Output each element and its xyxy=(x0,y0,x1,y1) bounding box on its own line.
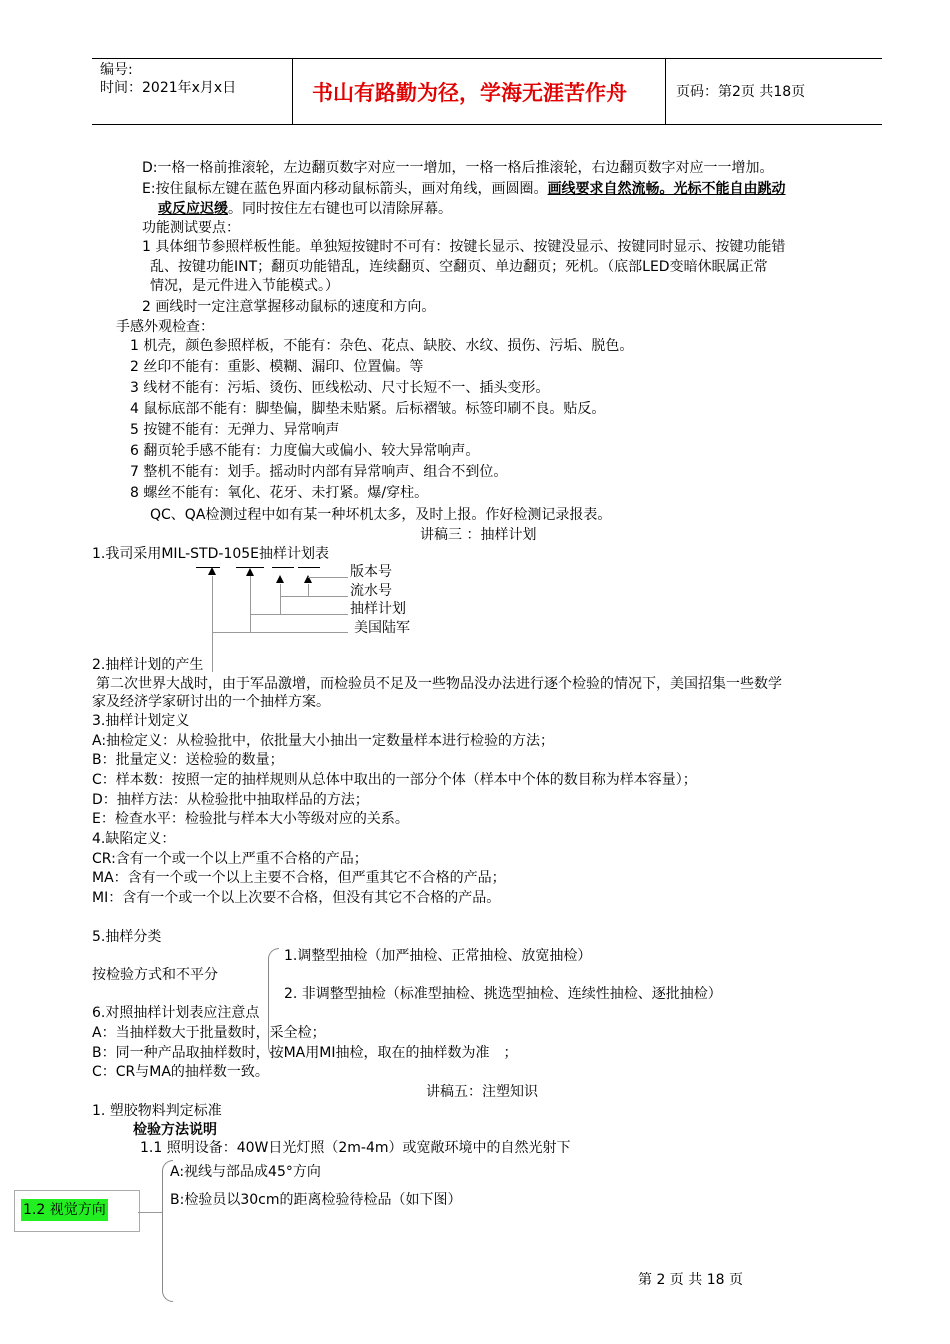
diagram-label-version: 版本号 xyxy=(350,564,392,580)
appearance-item: 1 机壳，颜色参照样板，不能有：杂色、花点、缺胶、水纹、损伤、污垢、脱色。 xyxy=(130,338,634,354)
appearance-item: 4 鼠标底部不能有：脚垫偏，脚垫未贴紧。后标褶皱。标签印刷不良。贴反。 xyxy=(130,401,606,417)
diagram-label-serial: 流水号 xyxy=(350,583,392,599)
func-e-emphasis: 画线要求自然流畅。光标不能自由跳动 xyxy=(547,181,786,197)
definition-item: A:抽检定义：从检验批中，依批量大小抽出一定数量样本进行检验的方法； xyxy=(92,733,555,749)
classification-option-2: 2. 非调整型抽检（标准型抽检、挑选型抽检、连续性抽检、逐批抽检） xyxy=(284,986,722,1002)
note-item: A：当抽样数大于批量数时，采全检； xyxy=(92,1025,326,1041)
appearance-item: 5 按键不能有：无弹力、异常响声 xyxy=(130,422,340,438)
func-e xyxy=(142,179,786,199)
note-item: B：同一种产品取抽样数时，按MA用MI抽检，取在的抽样数为准 ； xyxy=(92,1045,518,1061)
diagram-connector xyxy=(250,576,251,632)
appearance-title: 手感外观检查： xyxy=(116,319,214,335)
diagram-connector xyxy=(308,577,348,578)
definition-item: B：批量定义：送检验的数量； xyxy=(92,752,284,768)
func-point-2: 2 画线时一定注意掌握移动鼠标的速度和方向。 xyxy=(142,299,436,315)
func-d: D:一格一格前推滚轮，左边翻页数字对应一一增加，一格一格后推滚轮，右边翻页数字对应一一增加。 xyxy=(142,160,774,176)
classification-option-1: 1.调整型抽检（加严抽检、正常抽检、放宽抽检） xyxy=(284,948,592,964)
lecture3-s3: 3.抽样计划定义 xyxy=(92,713,190,729)
diagram-dash xyxy=(272,567,294,568)
diagram-connector xyxy=(280,596,348,597)
appearance-qc-note: QC、QA检测过程中如有某一种坏机太多，及时上报。作好检测记录报表。 xyxy=(150,507,612,523)
arrow-up-icon xyxy=(276,575,284,583)
diagram-connector xyxy=(212,632,348,633)
view-brace xyxy=(162,1160,173,1302)
func-point-1b: 乱、按键功能INT；翻页功能错乱，连续翻页、空翻页、单边翻页；死机。（底部LED变暗休眠属正常 xyxy=(150,259,768,275)
func-e-emphasis-2: 或反应迟缓 xyxy=(158,201,228,217)
diagram-label-sampling-plan: 抽样计划 xyxy=(350,601,406,617)
func-e-tail: 。同时按住左右键也可以清除屏幕。 xyxy=(228,201,452,217)
lecture3-s2-p2: 家及经济学家研讨出的一个抽样方案。 xyxy=(92,694,330,710)
appearance-item: 7 整机不能有：划手。摇动时内部有异常响声、组合不到位。 xyxy=(130,464,508,480)
diagram-connector xyxy=(212,576,213,672)
diagram-label-us-army: 美国陆军 xyxy=(354,620,410,636)
lecture5-s1: 1. 塑胶物料判定标准 xyxy=(92,1103,222,1119)
header-number-label: 编号: xyxy=(100,62,133,78)
lecture3-s1: 1.我司采用MIL-STD-105E抽样计划表 xyxy=(92,546,330,562)
header-time-label: 时间：2021年x月x日 xyxy=(100,80,237,96)
appearance-item: 6 翻页轮手感不能有：力度偏大或偏小、较大异常响声。 xyxy=(130,443,480,459)
func-point-1c: 情况，是元件进入节能模式。） xyxy=(150,278,339,294)
classification-left: 按检验方式和不平分 xyxy=(92,967,218,983)
definition-item: E：检查水平：检验批与样本大小等级对应的关系。 xyxy=(92,811,409,827)
callout-pointer xyxy=(138,1212,162,1213)
footer-page-number: 第 2 页 共 18 页 xyxy=(638,1272,743,1288)
diagram-dash xyxy=(298,567,320,568)
view-item-a: A:视线与部品成45°方向 xyxy=(170,1164,321,1180)
lecture3-s2: 2.抽样计划的产生 xyxy=(92,657,204,673)
appearance-item: 2 丝印不能有：重影、模糊、漏印、位置偏。等 xyxy=(130,359,424,375)
method-title: 检验方法说明 xyxy=(133,1122,217,1138)
lecture3-s2-p1: 第二次世界大战时，由于军品激增，而检验员不足及一些物品没办法进行逐个检验的情况下，美国招集一些数学 xyxy=(96,676,782,692)
view-direction-callout xyxy=(14,1190,140,1232)
lighting-item: 1.1 照明设备：40W日光灯照（2m-4m）或宽敞环境中的自然光射下 xyxy=(140,1140,571,1156)
arrow-up-icon xyxy=(246,568,254,576)
appearance-item: 3 线材不能有：污垢、烫伤、匝线松动、尺寸长短不一、插头变形。 xyxy=(130,380,550,396)
lecture3-s4: 4.缺陷定义： xyxy=(92,831,176,847)
diagram-connector xyxy=(250,614,348,615)
defect-item: CR:含有一个或一个以上严重不合格的产品； xyxy=(92,851,368,867)
func-e-cont xyxy=(158,199,452,219)
header-bottom-rule xyxy=(92,124,882,125)
view-item-b: B:检验员以30cm的距离检验待检品（如下图） xyxy=(170,1192,462,1208)
header-motto: 书山有路勤为径，学海无涯苦作舟 xyxy=(312,81,627,105)
diagram-connector xyxy=(280,584,281,614)
func-points-title: 功能测试要点： xyxy=(142,220,240,236)
arrow-up-icon xyxy=(208,567,216,575)
definition-item: C：样本数：按照一定的抽样规则从总体中取出的一部分个体（样本中个体的数目称为样本容量）； xyxy=(92,772,697,788)
lecture3-s5: 5.抽样分类 xyxy=(92,929,162,945)
appearance-item: 8 螺丝不能有：氧化、花牙、未打紧。爆/穿柱。 xyxy=(130,485,429,501)
header-top-rule xyxy=(92,58,882,59)
header-divider-2 xyxy=(665,58,666,124)
header-divider-1 xyxy=(292,58,293,124)
diagram-connector xyxy=(308,584,309,596)
defect-item: MA：含有一个或一个以上主要不合格，但严重其它不合格的产品； xyxy=(92,870,506,886)
definition-item: D：抽样方法：从检验批中抽取样品的方法； xyxy=(92,792,369,808)
header-page-label: 页码：第2页 共18页 xyxy=(676,84,806,100)
lecture3-title: 讲稿三 ：抽样计划 xyxy=(420,527,537,543)
func-point-1a: 1 具体细节参照样板性能。单独短按键时不可有：按键长显示、按键没显示、按键同时显示、按键功能错 xyxy=(142,239,786,255)
defect-item: MI：含有一个或一个以上次要不合格，但没有其它不合格的产品。 xyxy=(92,890,501,906)
lecture3-s6: 6.对照抽样计划表应注意点 xyxy=(92,1005,260,1021)
note-item: C：CR与MA的抽样数一致。 xyxy=(92,1064,269,1080)
view-direction-label: 1.2 视觉方向 xyxy=(21,1199,108,1221)
func-e-text: E:按住鼠标左键在蓝色界面内移动鼠标箭头，画对角线，画圆圈。 xyxy=(142,181,548,197)
lecture5-title: 讲稿五：注塑知识 xyxy=(426,1084,538,1100)
